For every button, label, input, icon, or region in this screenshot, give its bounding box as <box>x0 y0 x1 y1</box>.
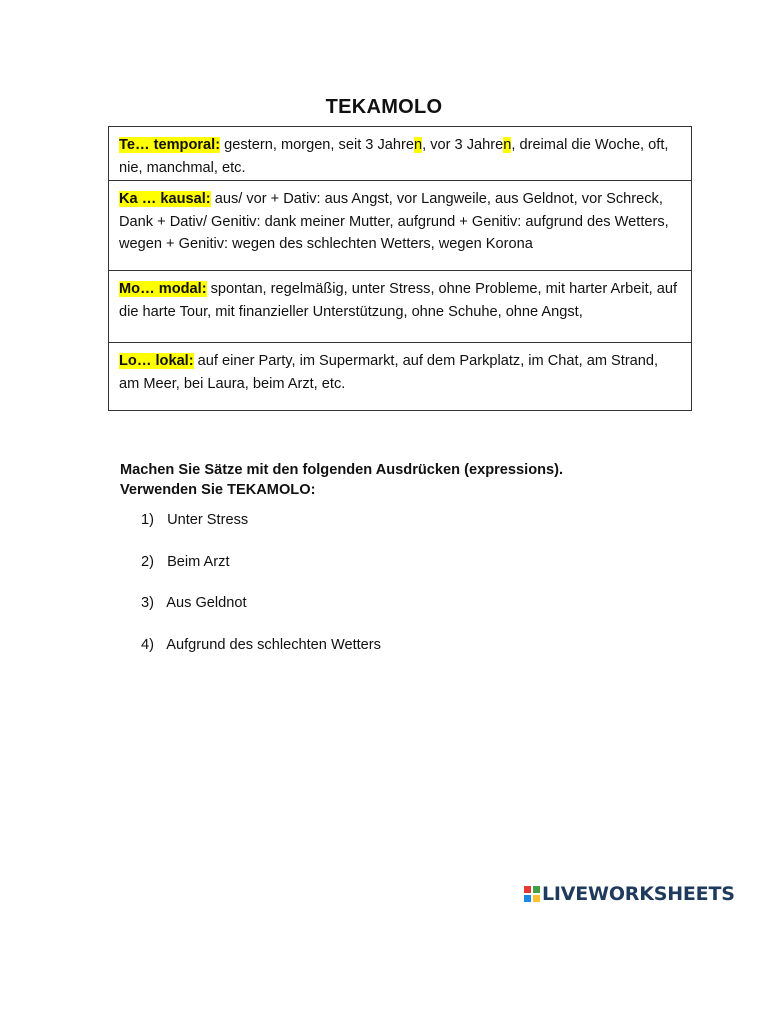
exercise-number: 2) <box>141 553 154 570</box>
exercise-text: Unter Stress <box>167 512 249 528</box>
liveworksheets-logo-icon <box>524 886 540 902</box>
exercise-number: 3) <box>141 595 154 611</box>
row-text-modal: spontan, regelmäßig, unter Stress, ohne Probleme, mit harter Arbeit, auf die harte Tour, mit finanzieller Unterstützung, ohne Schuhe, ohne Angst, <box>119 281 678 320</box>
highlight-n: n <box>503 137 512 153</box>
instructions <box>120 460 720 500</box>
exercise-item <box>141 552 381 594</box>
row-label-temporal: Te… temporal: <box>119 137 221 153</box>
page-title: TEKAMOLO <box>325 96 443 118</box>
row-text-kausal: aus/ vor + Dativ: aus Angst, vor Langweile, aus Geldnot, vor Schreck, Dank + Dativ/ Genitiv: dank meiner Mutter, aufgrund + Genitiv: aufgrund des Wetters, wegen + Genitiv: wegen des schlechten Wetters, wegen Korona <box>119 191 669 252</box>
exercise-number: 1) <box>141 512 154 528</box>
exercise-text: Beim Arzt <box>167 553 230 570</box>
instructions-line-2: Verwenden Sie TEKAMOLO: <box>120 482 316 498</box>
exercise-list <box>141 510 381 676</box>
liveworksheets-logo-text: LIVEWORKSHEETS <box>542 883 735 905</box>
row-label-kausal: Ka … kausal: <box>119 191 211 207</box>
exercise-item <box>141 593 381 635</box>
table-row-kausal <box>109 181 691 271</box>
table-row-temporal <box>109 127 691 181</box>
row-text-lokal: auf einer Party, im Supermarkt, auf dem Parkplatz, im Chat, am Strand, am Meer, bei Laura, beim Arzt, etc. <box>119 353 659 392</box>
tekamolo-table <box>108 126 692 411</box>
exercise-item <box>141 635 381 677</box>
exercise-item <box>141 510 381 552</box>
table-row-lokal <box>109 343 691 410</box>
row-label-lokal: Lo… lokal: <box>119 353 194 369</box>
exercise-text: Aus Geldnot <box>166 595 247 611</box>
exercise-text: Aufgrund des schlechten Wetters <box>166 636 381 653</box>
instructions-line-1: Machen Sie Sätze mit den folgenden Ausdrücken (expressions). <box>120 462 564 478</box>
table-row-modal <box>109 271 691 343</box>
row-label-modal: Mo… modal: <box>119 281 207 297</box>
row-text-temporal: gestern, morgen, seit 3 Jahren, vor 3 Jahren, dreimal die Woche, oft, nie, manchmal, etc. <box>119 137 669 176</box>
highlight-n: n <box>413 137 423 153</box>
exercise-number: 4) <box>141 636 154 653</box>
liveworksheets-logo[interactable] <box>524 882 735 906</box>
